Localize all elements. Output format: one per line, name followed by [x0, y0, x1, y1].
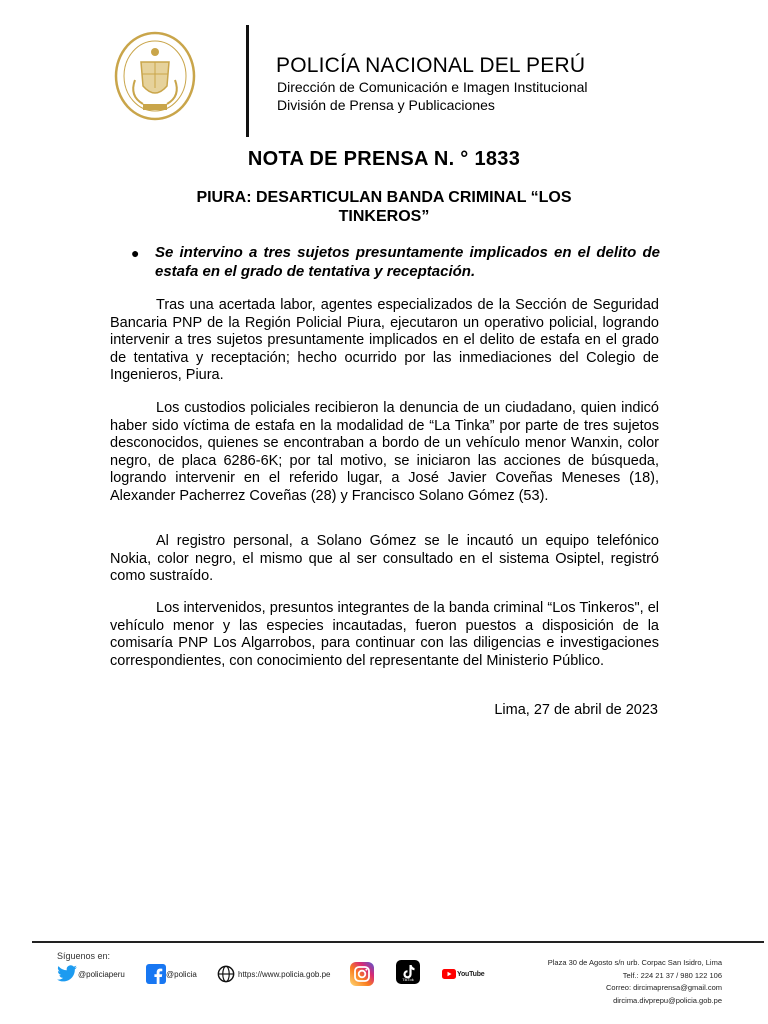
org-subtitle-direction: Dirección de Comunicación e Imagen Institucional	[277, 79, 588, 95]
email-line-1: Correo: dircimaprensa@gmail.com	[606, 983, 722, 992]
twitter-handle: @policiaperu	[78, 969, 125, 979]
twitter-icon	[56, 965, 78, 983]
press-note-title: NOTA DE PRENSA N. ° 1833	[247, 148, 521, 170]
facebook-link[interactable]	[146, 962, 197, 986]
youtube-icon	[442, 969, 456, 979]
summary-bullet: Se intervino a tres sujetos presuntamente implicados en el delito de estafa en el grado de tentativa y receptación.	[155, 244, 660, 280]
website-link[interactable]	[217, 962, 331, 986]
instagram-link[interactable]	[350, 962, 374, 986]
follow-us-label: Síguenos en:	[57, 951, 111, 961]
bullet-icon: ●	[131, 245, 140, 261]
email-line-2: dircima.divprepu@policia.gob.pe	[613, 995, 722, 1005]
globe-icon	[217, 965, 235, 983]
website-url: https://www.policia.gob.pe	[238, 969, 331, 979]
date-line: Lima, 27 de abril de 2023	[494, 702, 658, 718]
tiktok-label: TikTok	[402, 977, 414, 982]
phone-line: Telf.: 224 21 37 / 980 122 106	[622, 970, 722, 980]
paragraph-3: Al registro personal, a Solano Gómez se le incautó un equipo telefónico Nokia, color negro, el mismo que al ser consultado en el sistema Osiptel, registró como sustraído.	[110, 533, 659, 584]
header-divider	[246, 25, 249, 137]
contact-info	[548, 957, 722, 1007]
facebook-icon	[146, 964, 166, 984]
tiktok-link[interactable]	[396, 960, 420, 988]
headline: PIURA: DESARTICULAN BANDA CRIMINAL “LOS TINKEROS”	[196, 189, 572, 225]
address-line: Plaza 30 de Agosto s/n urb. Corpac San Isidro, Lima	[547, 958, 722, 967]
twitter-link[interactable]	[56, 962, 125, 986]
org-subtitle-division: División de Prensa y Publicaciones	[277, 97, 495, 113]
org-title: POLICÍA NACIONAL DEL PERÚ	[276, 54, 586, 77]
paragraph-4: Los intervenidos, presuntos integrantes de la banda criminal “Los Tinkeros", el vehículo menor y las especies incautadas, fueron puestos a disposición de la comisaría PNP Los Algarrobos, para continuar con las diligencias e investigaciones correspondientes, con conocimiento del representante del Ministerio Público.	[110, 600, 659, 669]
paragraph-2: Los custodios policiales recibieron la denuncia de un ciudadano, quien indicó haber sido víctima de estafa en la modalidad de “La Tinka” por parte de tres sujetos desconocidos, quienes se encontraban a bordo de un vehículo menor Wanxin, color negro, de placa 6286-6K; por tal motivo, se iniciaron las acciones de búsqueda, logrando intervenir en el referido lugar, a José Javier Coveñas Meneses (18), Alexander Pacherrez Coveñas (28) y Francisco Solano Gómez (53).	[110, 400, 659, 504]
police-seal-logo	[113, 30, 197, 122]
paragraph-1: Tras una acertada labor, agentes especializados de la Sección de Seguridad Bancaria PNP de la Región Policial Piura, ejecutaron un operativo policial, logrando intervenir a tres sujetos presuntamente implicados en el delito de estafa en el grado de tentativa y receptación; hecho ocurrido por las inmediaciones del Colegio de Ingenieros, Piura.	[110, 297, 659, 383]
instagram-icon	[350, 962, 374, 986]
youtube-label: YouTube	[457, 970, 485, 978]
youtube-link[interactable]	[442, 962, 485, 986]
footer-divider	[32, 941, 764, 943]
facebook-handle: @policia	[166, 969, 197, 979]
